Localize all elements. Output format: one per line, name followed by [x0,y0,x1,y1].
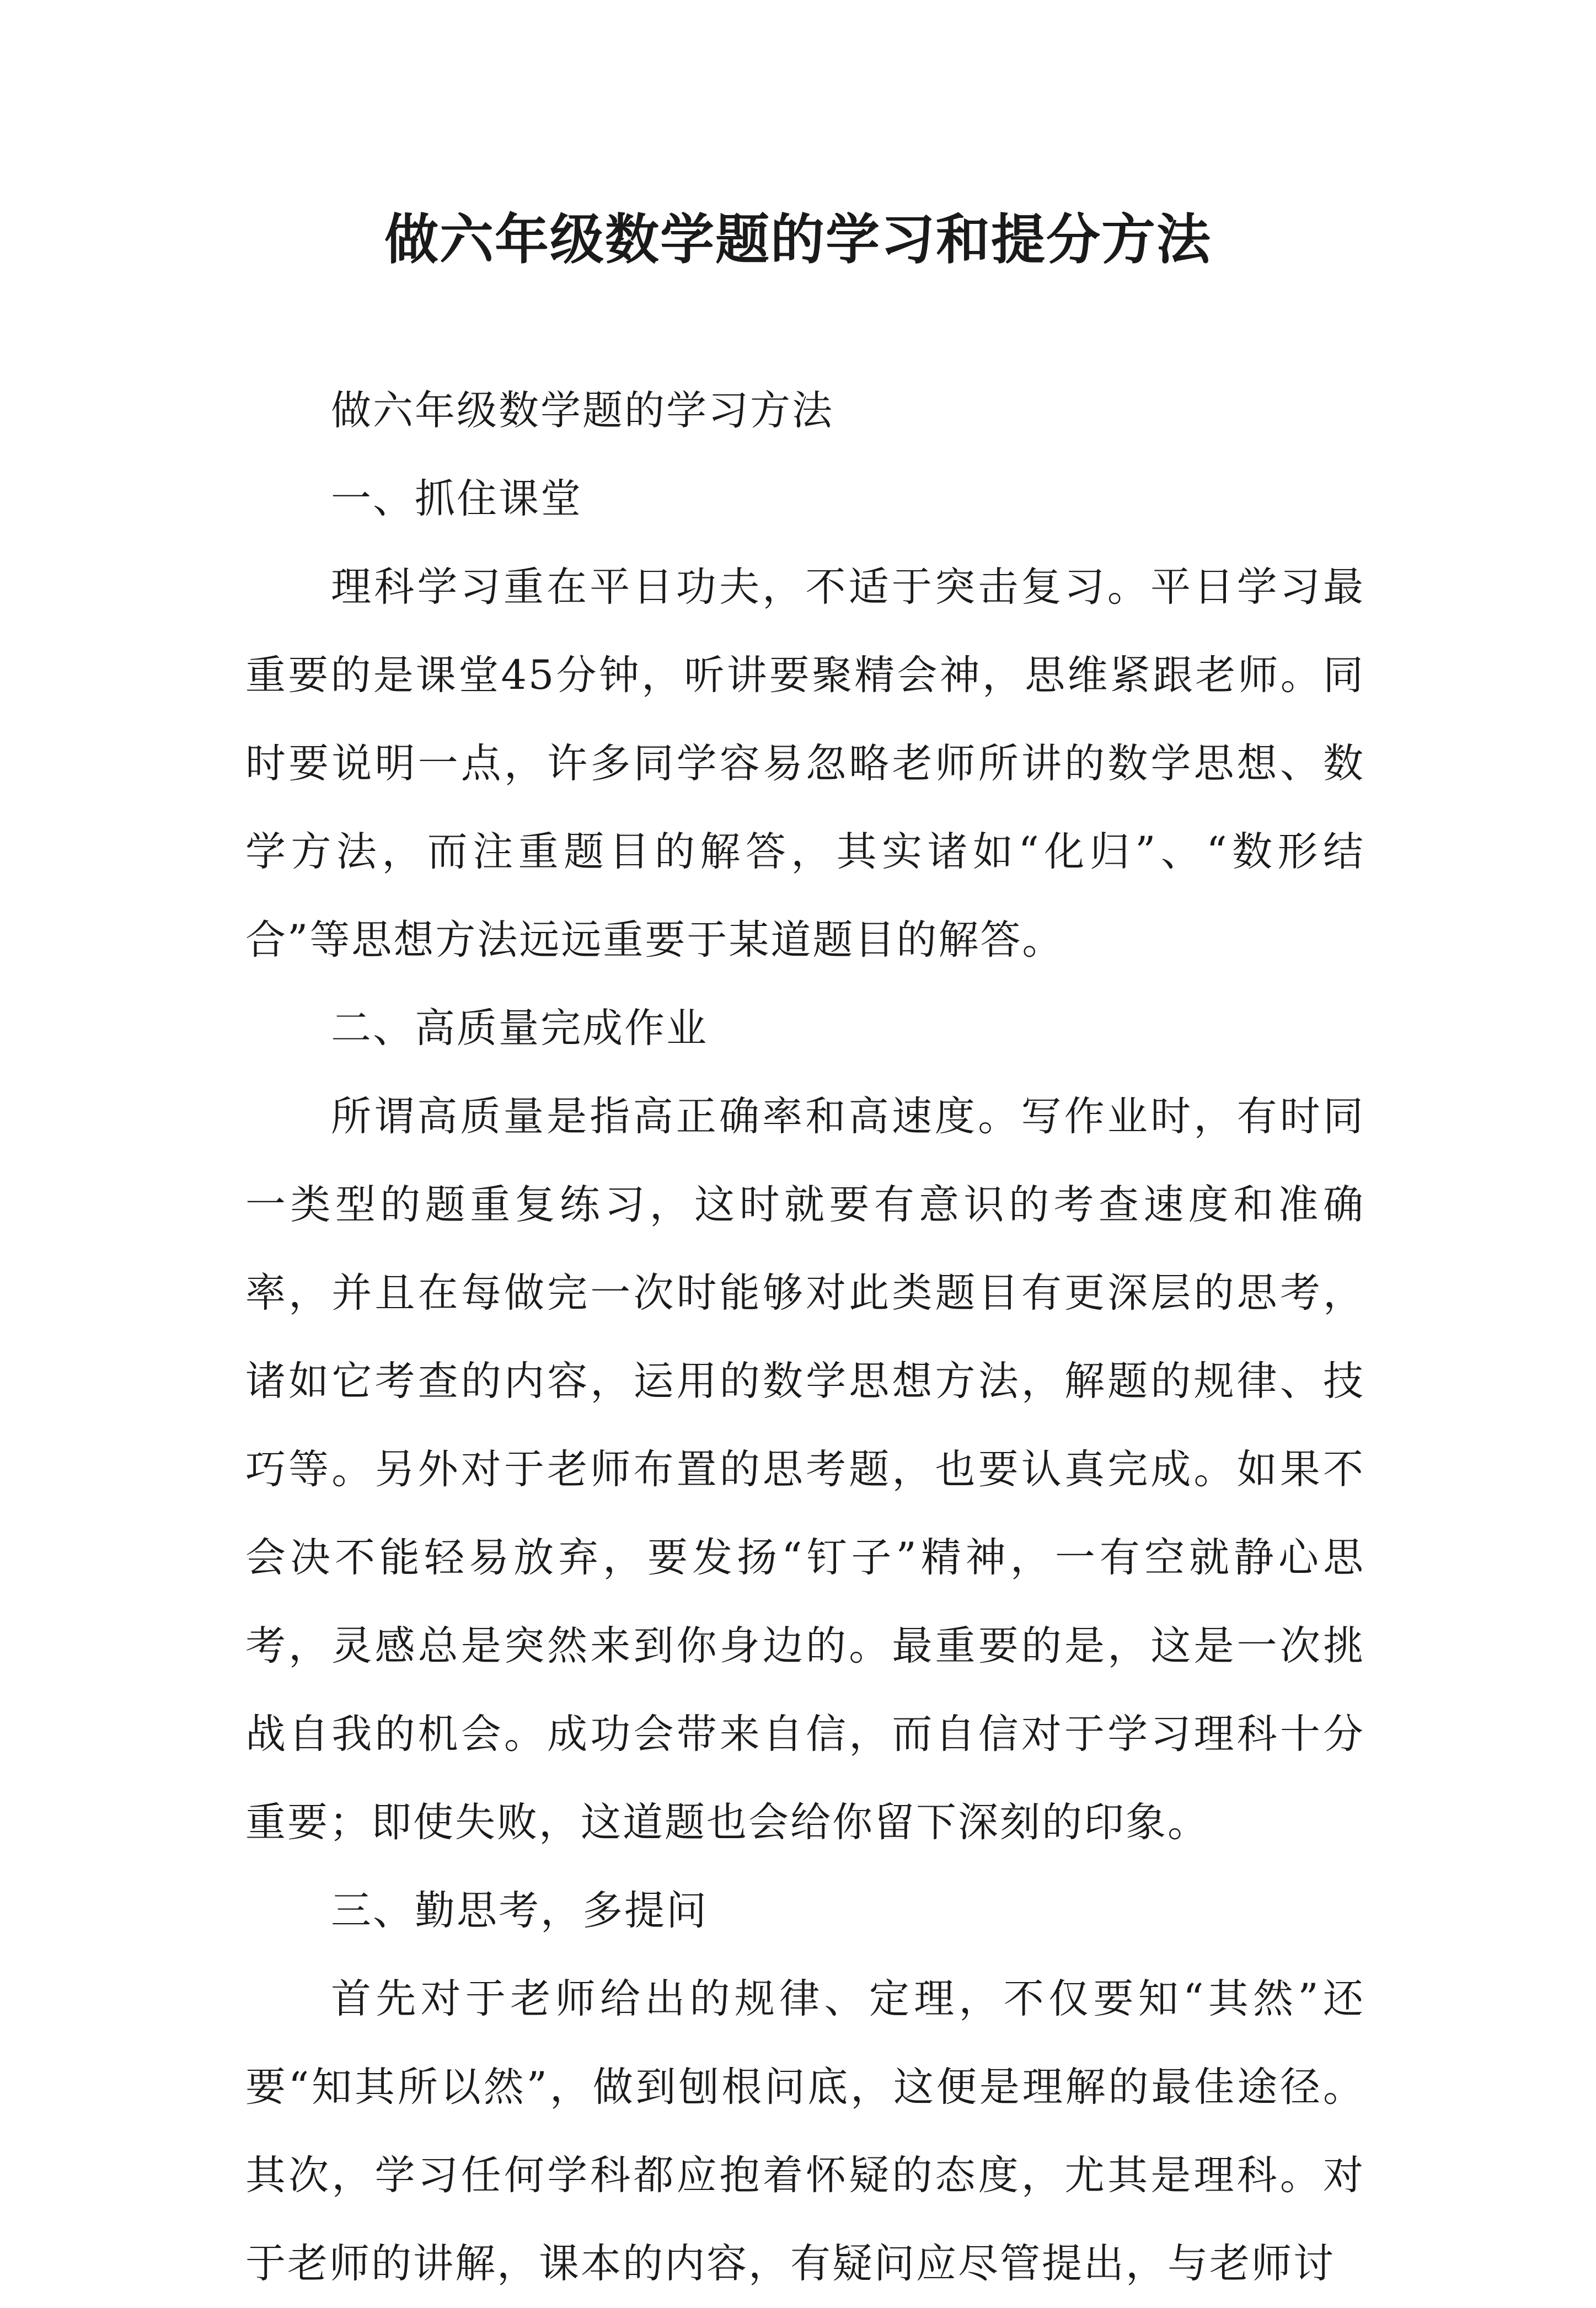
section2-heading: 二、高质量完成作业 [331,1005,708,1052]
section1-heading: 一、抓住课堂 [331,475,582,522]
subtitle: 做六年级数学题的学习方法 [331,387,834,434]
document-body [245,367,1365,2308]
document-title: 做六年级数学题的学习和提分方法 [384,208,1212,271]
section3-paragraph: 首先对于老师给出的规律、定理，不仅要知“其然”还要“知其所以然”，做到刨根问底，这便是理解的最佳途径。其次，学习任何学科都应抱着怀疑的态度，尤其是理科。对于老师的讲解，课本的内容，有疑问应尽管提出，与老师讨 [245,1975,1365,2287]
section1-paragraph: 理科学习重在平日功夫，不适于突击复习。平日学习最重要的是课堂45分钟，听讲要聚精会神，思维紧跟老师。同时要说明一点，许多同学容易忽略老师所讲的数学思想、数学方法，而注重题目的解答，其实诸如“化归”、“数形结合”等思想方法远远重要于某道题目的解答。 [245,564,1365,963]
section2-paragraph: 所谓高质量是指高正确率和高速度。写作业时，有时同一类型的题重复练习，这时就要有意识的考查速度和准确率，并且在每做完一次时能够对此类题目有更深层的思考，诸如它考查的内容，运用的数学思想方法，解题的规律、技巧等。另外对于老师布置的思考题，也要认真完成。如果不会决不能轻易放弃，要发扬“钉子”精神，一有空就静心思考，灵感总是突然来到你身边的。最重要的是，这是一次挑战自我的机会。成功会带来自信，而自信对于学习理科十分重要；即使失败，这道题也会给你留下深刻的印象。 [245,1093,1365,1846]
section3-heading: 三、勤思考，多提问 [331,1887,708,1934]
